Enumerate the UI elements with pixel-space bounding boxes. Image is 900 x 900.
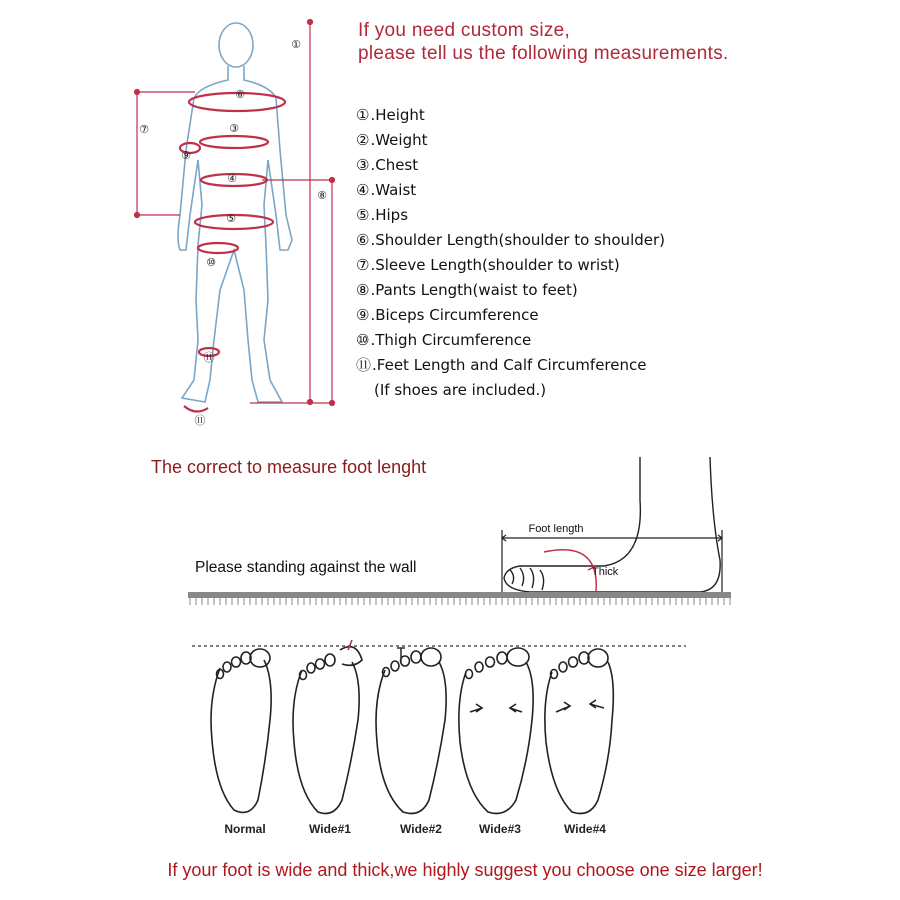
foot-wide-1 — [293, 640, 362, 814]
measurement-item: ⑦.Sleeve Length(shoulder to wrist) — [356, 256, 620, 274]
marker-shoulder: ⑥ — [235, 88, 245, 101]
marker-feet: ⑪ — [194, 414, 206, 427]
measurement-item: ③.Chest — [356, 156, 419, 174]
measurement-item: ②.Weight — [356, 131, 428, 149]
thick-label: Thick — [592, 566, 619, 578]
marker-waist: ④ — [227, 172, 237, 185]
marker-thigh: ⑩ — [206, 256, 216, 269]
size-advice: If your foot is wide and thick,we highly suggest you choose one size larger! — [167, 860, 763, 880]
measurement-item: ⑧.Pants Length(waist to feet) — [356, 281, 578, 299]
header-line-1: If you need custom size, — [358, 20, 571, 41]
foot-length-measure — [502, 530, 722, 592]
height-guide — [308, 20, 313, 405]
marker-pants: ⑧ — [317, 189, 327, 202]
header-line-2: please tell us the following measurements. — [358, 43, 729, 64]
foot-label-wide-2: Wide#2 — [400, 822, 442, 836]
foot-wide-2 — [376, 648, 446, 814]
foot-label-normal: Normal — [224, 822, 266, 836]
marker-biceps: ⑨ — [181, 149, 191, 162]
foot-label-wide-4: Wide#4 — [564, 822, 606, 836]
marker-height: ① — [291, 38, 301, 51]
measurement-item: ⑩.Thigh Circumference — [356, 331, 532, 349]
foot-length-label: Foot length — [528, 523, 584, 535]
measurement-item: ⑪.Feet Length and Calf Circumference — [356, 356, 647, 374]
body-markers — [139, 38, 327, 427]
measurement-item: ⑤.Hips — [356, 206, 409, 224]
floor-ruler — [188, 592, 731, 605]
measurement-item: ①.Height — [356, 106, 425, 124]
measurement-item: ⑨.Biceps Circumference — [356, 306, 539, 324]
measurement-item: ④.Waist — [356, 181, 417, 199]
measurement-note: (If shoes are included.) — [374, 381, 547, 399]
marker-hips: ⑤ — [226, 212, 236, 225]
foot-wide-4 — [545, 649, 613, 814]
foot-section-title: The correct to measure foot lenght — [151, 457, 427, 477]
foot-wide-3 — [459, 648, 533, 814]
marker-chest: ③ — [229, 122, 239, 135]
wall-instruction: Please standing against the wall — [195, 559, 417, 576]
foot-label-wide-3: Wide#3 — [479, 822, 521, 836]
marker-calf: ⑪ — [203, 351, 215, 364]
marker-sleeve: ⑦ — [139, 123, 149, 136]
thick-measure — [544, 550, 596, 592]
pants-guide — [250, 178, 335, 406]
measurement-item: ⑥.Shoulder Length(shoulder to shoulder) — [356, 231, 666, 249]
measurement-list — [356, 103, 665, 403]
foot-normal — [211, 649, 271, 812]
foot-label-wide-1: Wide#1 — [309, 822, 351, 836]
foot-prints — [211, 640, 613, 814]
